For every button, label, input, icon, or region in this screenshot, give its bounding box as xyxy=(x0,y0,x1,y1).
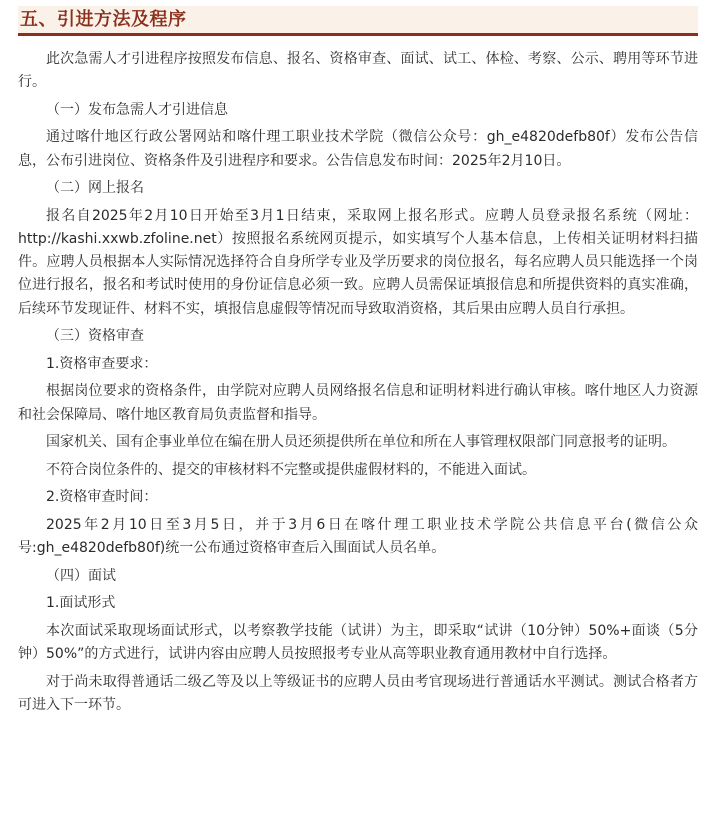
article-body xyxy=(18,48,698,722)
registration-paragraph: 报名自2025年2月10日开始至3月1日结束，采取网上报名形式。应聘人员登录报名系统（网址：http://kashi.xxwb.zfoline.net）按照报名系统网页提示，如实填写个人基本信息，上传相关证明材料扫描件。应聘人员根据本人实际情况选择符合自身所学专业及学历要求的岗位报名，每名应聘人员只能选择一个岗位进行报名，报名和考试时使用的身份证信息必须一致。应聘人员需保证填报信息和所提供资料的真实准确，后续环节发现证件、材料不实，填报信息虚假等情况而导致取消资格，其后果由应聘人员自行承担。 xyxy=(18,207,698,317)
civil-servant-proof-paragraph: 国家机关、国有企事业单位在编在册人员还须提供所在单位和所在人事管理权限部门同意报考的证明。 xyxy=(46,434,676,451)
section-title: 五、引进方法及程序 xyxy=(20,9,187,30)
mandarin-test-paragraph: 对于尚未取得普通话二级乙等及以上等级证书的应聘人员由考官现场进行普通话水平测试。测试合格者方可进入下一环节。 xyxy=(18,673,698,713)
interview-format-paragraph: 本次面试采取现场面试形式，以考察教学技能（试讲）为主，即采取“试讲（10分钟）50%+面谈（5分钟）50%”的方式进行，试讲内容由应聘人员按照报考专业从高等职业教育通用教材中自行选择。 xyxy=(18,622,698,663)
review-time-heading: 2.资格审查时间： xyxy=(46,489,158,506)
review-requirements-paragraph: 根据岗位要求的资格条件，由学院对应聘人员网络报名信息和证明材料进行确认审核。喀什地区人力资源和社会保障局、喀什地区教育局负责监督和指导。 xyxy=(18,383,698,423)
interview-format-heading: 1.面试形式 xyxy=(46,595,116,612)
publish-info-paragraph: 通过喀什地区行政公署网站和喀什理工职业技术学院（微信公众号：gh_e4820defb80f）发布公告信息，公布引进岗位、资格条件及引进程序和要求。公告信息发布时间：2025年2月10日。 xyxy=(18,129,698,169)
review-requirements-heading: 1.资格审查要求： xyxy=(46,355,158,372)
subheading-qualification-review: （三）资格审查 xyxy=(46,328,144,345)
subheading-publish-info: （一）发布急需人才引进信息 xyxy=(46,101,228,118)
subheading-interview: （四）面试 xyxy=(46,567,116,584)
ineligible-paragraph: 不符合岗位条件的、提交的审核材料不完整或提供虚假材料的，不能进入面试。 xyxy=(46,461,536,478)
intro-paragraph: 此次急需人才引进程序按照发布信息、报名、资格审查、面试、试工、体检、考察、公示、聘用等环节进行。 xyxy=(18,51,698,91)
review-time-paragraph: 2025年2月10日至3月5日，并于3月6日在喀什理工职业技术学院公共信息平台(微信公众号:gh_e4820defb80f)统一公布通过资格审查后入围面试人员名单。 xyxy=(18,516,698,557)
section-header xyxy=(18,6,698,36)
subheading-online-registration: （二）网上报名 xyxy=(46,180,144,197)
